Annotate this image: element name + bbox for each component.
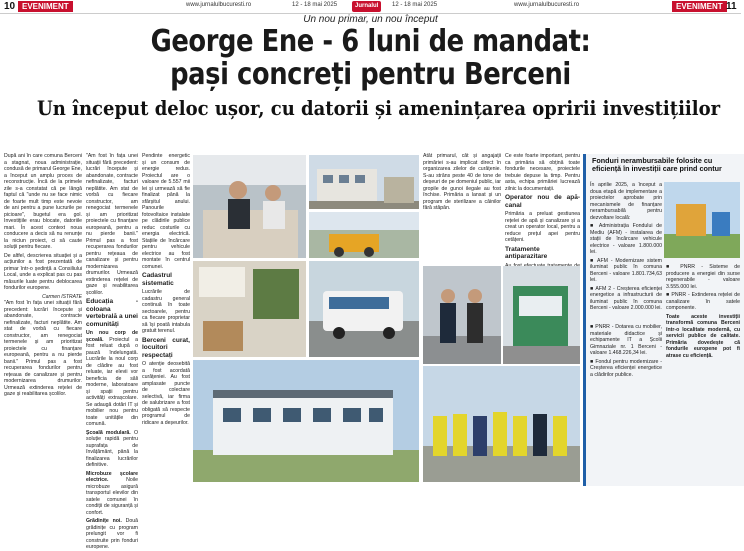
education-title: Educația - coloana vertebrală a unei comunități [86,298,138,328]
sidebar-item-text: AFM 2 - Creșterea eficienței energetice a infrastructurii de iluminat public în comuna Berceni - valoare 2.000.000 lei. [590,285,663,311]
photo-playground [664,182,740,258]
sidebar-item: ■ AFM - Modernizare sistem iluminat public în comuna Berceni - valoare 1.801.734,63 lei. [590,257,662,283]
left-site-url: www.jurnalulbucuresti.ro [186,2,252,8]
sidebar-item: ■ PNRR - Dotarea cu mobilier, materiale didactice și echipamente IT a Școlii Gimnaziale nr. 1 Berceni - valoare 1.468.226,34 lei. [590,324,662,356]
column-5-text: Ce este foarte important, pentru ca primăria să obțină toate fondurile necesare, proiectele trebuie depuse la timp. Pentru asta, echipa primăriei lucrează zilnic la documentații. [505,153,580,192]
sidebar-intro: În aprilie 2025, a început a doua etapă de implementare a proiectelor aprobate prin mecanismele de finanțare nerambursabilă pentru dezvoltare locală: [590,182,662,221]
right-page-number: 11 [726,1,737,12]
clean-berceni-title: Berceni curat, locuitori respectați [142,336,190,359]
left-page-number: 10 [4,1,16,12]
photo-modular-school-image [193,360,419,482]
sidebar-item-text: Administrația Fondului de Mediu (AFM) - instalarea de stații de încărcare vehicule electrice - valoare 1.800.000 lei. [590,223,662,255]
photo-building-site [309,155,419,209]
article-column-2 [86,153,138,550]
antiparasite-title: Tratamente antiparazitare [505,245,548,260]
sidebar-item-text: PNRR - Extinderea rețelei de canalizare în satele componente. [666,292,740,311]
article-column-1 [4,153,82,483]
photo-school-interior-image [193,261,306,357]
article-column-5 [505,153,580,263]
photo-mayor-with-plans [193,155,306,258]
newspaper-logo: Jurnalul [352,1,381,12]
photo-building-site-image [309,155,419,209]
sidebar-item: ■ Administrația Fondului de Mediu (AFM) - instalarea de stații de încărcare vehicule electrice - valoare 1.800.000 lei. [590,223,662,255]
column-3-text: Pendinte energetic și un consum de energie redus. Proiectul are o valoare de 5.557 mii lei și urmează să fie finalizat până la sfârșitul anului. Panourile fotovoltaice instalate pe clădirile publice reduc costurile cu energia electrică. Stațiile de încărcare pentru vehicule electrice au fost montate în centrul comunei. [142,153,190,270]
right-site-url: www.jurnalulbucuresti.ro [514,2,580,8]
photo-mayor-with-plans-image [193,155,306,258]
sidebar-outro: Toate aceste investiții transformă comuna Berceni într-o localitate modernă, cu servicii publice de calitate. Primăria dovedește că fondurile europene pot fi atrase cu eficiență. [666,313,740,359]
article-intro-2: De altfel, descrierea situației și a acțiunilor a fost prezentată de primar într-o ședință a Consiliului Local, unde a explicat pas cu pas măsurile luate pentru deblocarea fondurilor europene. [4,252,82,291]
column-4-text: Atât primarul, cât și angajații primăriei s-au implicat direct în organizarea zilelor de curățenie. S-au strâns peste 40 de tone de deșeuri de pe domeniul public, iar gropile de gunoi ilegale au fost închise. Primăria a lansat și un program de sterilizare a câinilor fără stăpân. [423,153,501,211]
article-intro: După ani în care comuna Berceni a stagnat, noua administrație, condusă de primarul George Ene, a început un amplu proces de reconstrucție. Încă de la primele zile s-a constatat că pe lângă faptul că "unde nu se face nimic de foarte mult timp este nevoie de ani pentru a pune lucrurile pe picioare", bugetul era gol. Investițiile erau blocate, datoriile mari. În acest context noua conducere a decis să nu renunțe la niciun proiect, ci să caute soluții pentru fiecare. [4,153,82,250]
article-quote: "Am fost în fața unei situații fără precedent: lucrări începute și abandonate, contracte nefinalizate, facturi neplătite. Am stat de vorbă cu fiecare constructor, am renegociat termenele și am prioritizat proiectele cu finanțare europeană, pentru a nu pierde banii." Primul pas a fost recuperarea fondurilor pentru rețeaua de canalizare și pentru modernizarea drumurilor. Urmează extinderea rețelei de gaze și reabilitarea școlilor. [4,300,82,397]
sidebar-column-left-2 [590,324,662,484]
sidebar-column-right [666,264,740,484]
right-date: 12 - 18 mai 2025 [392,2,438,8]
school-subtitle: Un nou corp de școală. [86,330,138,343]
sidebar-item-text: Fondul pentru modernizare - Creșterea eficienței energetice a clădirilor publice. [590,358,662,378]
sidebar-item: ■ Fondul pentru modernizare - Creșterea eficienței energetice a clădirilor publice. [590,358,662,378]
sidebar-item: ■ AFM 2 - Creșterea eficienței energetice a infrastructurii de iluminat public în comuna Berceni - valoare 2.000.000 lei. [590,285,663,311]
left-section-tag: EVENIMENT [18,1,73,12]
photo-workers-group-image [423,366,580,482]
headline-line-2: pași concreți pentru Berceni [170,57,571,92]
sidebar-item-text: AFM - Modernizare sistem iluminat public în comuna Berceni - valoare 1.801.734,63 lei. [590,257,662,283]
photo-microbus-image [309,261,419,357]
water-operator-title: Operator nou de apă-canal [505,194,580,209]
cadastre-text: Lucrările de cadastru general continuă în toate sectoarele, pentru ca fiecare proprietar să își poată intabula gratuit terenul. [142,289,190,334]
sidebar-title: Fonduri nerambursabile folosite cu eficiență în investiții care prind contur [592,156,722,173]
cadastre-title: Cadastrul sistematic [142,272,174,287]
photo-equipment-image [503,266,580,364]
photo-microbus [309,261,419,357]
school-text: Proiectul a fost reluat după o pauză îndelungată. Lucrările la noul corp de clădire au fost reluate, iar elevii vor beneficia de săli moderne, laboratoare și spații pentru activități extrașcolare. Se adaugă dotări IT și mobilier nou pentru toate unitățile din comună. [86,336,138,427]
photo-machinery [309,212,419,258]
sidebar-item: ■ PNRR - Extinderea rețelei de canalizare în satele componente. [666,292,740,311]
modular-school-title: Școală modulară. [86,429,131,436]
article-subhead: Un început deloc ușor, cu datorii și amenințarea opririi investițiilor [37,96,721,120]
water-operator-text: Primăria a preluat gestiunea rețelei de apă și canalizare și a creat un operator local, pentru a reduce prețul apei pentru cetățeni. [505,211,580,243]
photo-playground-image [664,182,740,258]
photo-modular-school [193,360,419,482]
article-headline [52,25,689,91]
sidebar-item-text: PNRR - Sisteme de producere a energiei din surse regenerabile - valoare 3.555.000 lei. [666,264,741,290]
article-kicker: Un nou primar, un nou început [303,14,438,25]
sidebar-item: ■ PNRR - Sisteme de producere a energiei din surse regenerabile - valoare 3.555.000 lei. [666,264,741,290]
clean-berceni-text: O atenție deosebită a fost acordată curățeniei. Au fost amplasate puncte de colectare selectivă, iar firma de salubrizare a fost obligată să respecte programul de ridicare a deșeurilor. [142,361,190,426]
photo-machinery-image [309,212,419,258]
microbus-text: Noile microbuze asigură transportul elevilor din satele comunei în condiții de siguranță și confort. [86,477,138,516]
photo-equipment [503,266,580,364]
photo-workers-group [423,366,580,482]
kindergarten-title: Grădinițe noi. [86,518,122,524]
article-column-4 [423,153,501,263]
column-2-text: "Am fost în fața unei situații fără precedent: lucrări începute și abandonate, contracte nefinalizate, facturi neplătite. Am stat de vorbă cu fiecare constructor, am renegociat termenele și am prioritizat proiectele cu finanțare europeană, pentru a nu pierde banii." Primul pas a fost recuperarea fondurilor pentru rețeaua de canalizare și pentru modernizarea drumurilor. Urmează extinderea rețelei de gaze și reabilitarea școlilor. [86,153,138,296]
headline-line-1: George Ene - 6 luni de mandat: [150,24,591,59]
photo-school-interior [193,261,306,357]
right-section-tag: EVENIMENT [672,1,727,12]
sidebar-item-text: PNRR - Dotarea cu mobilier, materiale didactice și echipamente IT a Școlii Gimnaziale nr. 1 Berceni - valoare 1.468.226,34 lei. [590,324,662,356]
article-author: Carmen ISTRATE [42,293,82,300]
photo-officials [423,266,501,364]
funding-sidebar [583,154,744,486]
microbus-title: Microbuze școlare electrice. [86,470,138,483]
article-column-3 [142,153,190,483]
photo-officials-image [423,266,501,364]
modular-school-text: O soluție rapidă pentru suprafața de învățământ, până la finalizarea lucrărilor definitive. [86,429,138,468]
kindergarten-text: Două grădinițe cu program prelungit vor fi construite prin fonduri europene. [86,518,138,550]
left-date: 12 - 18 mai 2025 [292,2,338,8]
